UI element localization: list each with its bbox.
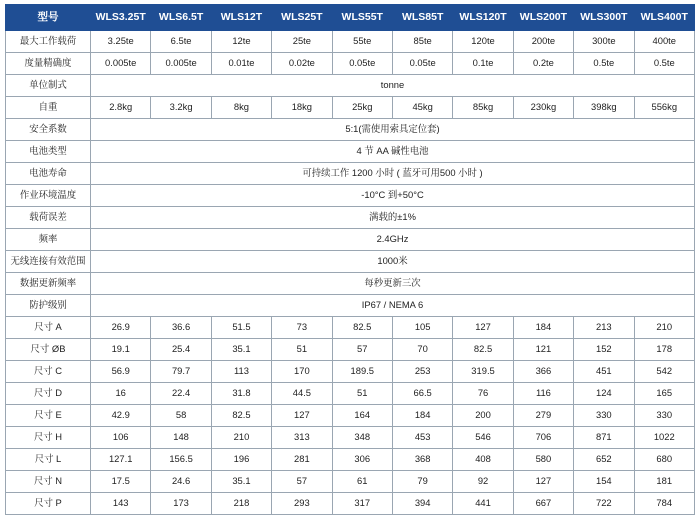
table-cell: 330	[574, 405, 634, 427]
table-cell: 113	[211, 361, 271, 383]
row-label: 载荷误差	[6, 207, 91, 229]
table-cell: 82.5	[453, 339, 513, 361]
table-row	[6, 295, 695, 317]
table-cell: 293	[272, 493, 332, 515]
table-row	[6, 141, 695, 163]
table-row	[6, 251, 695, 273]
table-cell: 121	[513, 339, 573, 361]
table-cell: 441	[453, 493, 513, 515]
column-header-wls200t: WLS200T	[513, 5, 573, 31]
table-header	[6, 5, 695, 31]
table-row	[6, 449, 695, 471]
row-label: 无线连接有效范围	[6, 251, 91, 273]
row-label: 自重	[6, 97, 91, 119]
table-cell: 210	[211, 427, 271, 449]
table-cell: 1022	[634, 427, 694, 449]
row-label: 尺寸 H	[6, 427, 91, 449]
row-label: 电池寿命	[6, 163, 91, 185]
row-value-merged: 4 节 AA 碱性电池	[91, 141, 695, 163]
table-cell: 652	[574, 449, 634, 471]
table-cell: 667	[513, 493, 573, 515]
table-cell: 120te	[453, 31, 513, 53]
table-cell: 400te	[634, 31, 694, 53]
table-row	[6, 53, 695, 75]
table-cell: 18kg	[272, 97, 332, 119]
table-cell: 398kg	[574, 97, 634, 119]
table-cell: 51	[272, 339, 332, 361]
table-cell: 784	[634, 493, 694, 515]
row-label: 尺寸 ØB	[6, 339, 91, 361]
table-cell: 55te	[332, 31, 392, 53]
table-cell: 143	[91, 493, 151, 515]
table-cell: 164	[332, 405, 392, 427]
table-cell: 313	[272, 427, 332, 449]
table-row	[6, 427, 695, 449]
table-row	[6, 31, 695, 53]
table-row	[6, 207, 695, 229]
table-cell: 35.1	[211, 339, 271, 361]
table-cell: 706	[513, 427, 573, 449]
table-row	[6, 119, 695, 141]
table-row	[6, 493, 695, 515]
table-cell: 0.1te	[453, 53, 513, 75]
row-label: 尺寸 D	[6, 383, 91, 405]
row-label: 最大工作载荷	[6, 31, 91, 53]
table-cell: 127	[272, 405, 332, 427]
table-cell: 6.5te	[151, 31, 211, 53]
row-value-merged: tonne	[91, 75, 695, 97]
table-cell: 31.8	[211, 383, 271, 405]
table-row	[6, 361, 695, 383]
table-cell: 230kg	[513, 97, 573, 119]
table-cell: 0.005te	[151, 53, 211, 75]
column-header-wls3-25t: WLS3.25T	[91, 5, 151, 31]
table-cell: 127	[513, 471, 573, 493]
table-cell: 0.5te	[634, 53, 694, 75]
row-label: 作业环境温度	[6, 185, 91, 207]
row-label: 尺寸 L	[6, 449, 91, 471]
table-cell: 348	[332, 427, 392, 449]
table-cell: 0.05te	[392, 53, 452, 75]
table-cell: 85te	[392, 31, 452, 53]
row-label: 安全系数	[6, 119, 91, 141]
table-cell: 25.4	[151, 339, 211, 361]
table-row	[6, 273, 695, 295]
table-cell: 35.1	[211, 471, 271, 493]
row-label: 电池类型	[6, 141, 91, 163]
table-cell: 722	[574, 493, 634, 515]
table-cell: 189.5	[332, 361, 392, 383]
table-header-row	[6, 5, 695, 31]
row-label: 防护级别	[6, 295, 91, 317]
table-cell: 124	[574, 383, 634, 405]
table-row	[6, 163, 695, 185]
table-row	[6, 229, 695, 251]
table-body	[6, 31, 695, 515]
table-cell: 92	[453, 471, 513, 493]
table-cell: 0.05te	[332, 53, 392, 75]
table-cell: 26.9	[91, 317, 151, 339]
table-cell: 56.9	[91, 361, 151, 383]
table-cell: 196	[211, 449, 271, 471]
table-cell: 394	[392, 493, 452, 515]
row-label: 度量精确度	[6, 53, 91, 75]
table-row	[6, 97, 695, 119]
row-value-merged: -10°C 到+50°C	[91, 185, 695, 207]
table-cell: 42.9	[91, 405, 151, 427]
table-cell: 24.6	[151, 471, 211, 493]
table-row	[6, 185, 695, 207]
table-cell: 73	[272, 317, 332, 339]
table-cell: 66.5	[392, 383, 452, 405]
table-cell: 408	[453, 449, 513, 471]
table-cell: 3.2kg	[151, 97, 211, 119]
table-cell: 16	[91, 383, 151, 405]
table-cell: 170	[272, 361, 332, 383]
table-cell: 0.2te	[513, 53, 573, 75]
table-cell: 556kg	[634, 97, 694, 119]
table-cell: 51	[332, 383, 392, 405]
row-value-merged: 1000米	[91, 251, 695, 273]
table-cell: 680	[634, 449, 694, 471]
column-header-wls55t: WLS55T	[332, 5, 392, 31]
row-value-merged: 满载的±1%	[91, 207, 695, 229]
table-cell: 184	[513, 317, 573, 339]
table-cell: 51.5	[211, 317, 271, 339]
column-header-wls400t: WLS400T	[634, 5, 694, 31]
column-header-wls12t: WLS12T	[211, 5, 271, 31]
table-cell: 580	[513, 449, 573, 471]
row-label: 尺寸 P	[6, 493, 91, 515]
table-cell: 2.8kg	[91, 97, 151, 119]
table-cell: 184	[392, 405, 452, 427]
table-cell: 79	[392, 471, 452, 493]
table-cell: 218	[211, 493, 271, 515]
column-header-wls300t: WLS300T	[574, 5, 634, 31]
table-row	[6, 75, 695, 97]
table-cell: 44.5	[272, 383, 332, 405]
row-value-merged: IP67 / NEMA 6	[91, 295, 695, 317]
table-cell: 453	[392, 427, 452, 449]
row-value-merged: 每秒更新三次	[91, 273, 695, 295]
row-value-merged: 可持续工作 1200 小时 ( 蓝牙可用500 小时 )	[91, 163, 695, 185]
table-row	[6, 339, 695, 361]
table-cell: 79.7	[151, 361, 211, 383]
table-cell: 76	[453, 383, 513, 405]
table-cell: 200	[453, 405, 513, 427]
table-cell: 127.1	[91, 449, 151, 471]
table-cell: 85kg	[453, 97, 513, 119]
table-cell: 105	[392, 317, 452, 339]
table-cell: 8kg	[211, 97, 271, 119]
table-cell: 200te	[513, 31, 573, 53]
table-cell: 25kg	[332, 97, 392, 119]
table-row	[6, 405, 695, 427]
table-row	[6, 317, 695, 339]
row-label: 数据更新频率	[6, 273, 91, 295]
table-cell: 366	[513, 361, 573, 383]
table-cell: 12te	[211, 31, 271, 53]
row-label: 频率	[6, 229, 91, 251]
column-header-wls25t: WLS25T	[272, 5, 332, 31]
table-cell: 58	[151, 405, 211, 427]
table-cell: 451	[574, 361, 634, 383]
row-value-merged: 5:1(需使用索具定位套)	[91, 119, 695, 141]
table-cell: 253	[392, 361, 452, 383]
table-cell: 61	[332, 471, 392, 493]
column-header-model: 型号	[6, 5, 91, 31]
table-cell: 3.25te	[91, 31, 151, 53]
column-header-wls6-5t: WLS6.5T	[151, 5, 211, 31]
table-cell: 317	[332, 493, 392, 515]
column-header-wls120t: WLS120T	[453, 5, 513, 31]
table-cell: 165	[634, 383, 694, 405]
table-cell: 57	[332, 339, 392, 361]
table-cell: 546	[453, 427, 513, 449]
table-cell: 70	[392, 339, 452, 361]
column-header-wls85t: WLS85T	[392, 5, 452, 31]
table-cell: 542	[634, 361, 694, 383]
row-label: 尺寸 C	[6, 361, 91, 383]
table-cell: 300te	[574, 31, 634, 53]
table-cell: 306	[332, 449, 392, 471]
table-cell: 0.5te	[574, 53, 634, 75]
table-cell: 106	[91, 427, 151, 449]
table-cell: 319.5	[453, 361, 513, 383]
row-label: 尺寸 A	[6, 317, 91, 339]
table-cell: 45kg	[392, 97, 452, 119]
table-cell: 281	[272, 449, 332, 471]
table-cell: 17.5	[91, 471, 151, 493]
specification-table	[5, 4, 695, 515]
table-cell: 368	[392, 449, 452, 471]
table-cell: 213	[574, 317, 634, 339]
table-cell: 154	[574, 471, 634, 493]
table-cell: 25te	[272, 31, 332, 53]
table-cell: 22.4	[151, 383, 211, 405]
table-cell: 152	[574, 339, 634, 361]
table-cell: 330	[634, 405, 694, 427]
table-cell: 173	[151, 493, 211, 515]
table-cell: 871	[574, 427, 634, 449]
table-row	[6, 471, 695, 493]
table-cell: 148	[151, 427, 211, 449]
table-cell: 82.5	[332, 317, 392, 339]
table-cell: 156.5	[151, 449, 211, 471]
table-cell: 0.02te	[272, 53, 332, 75]
table-cell: 82.5	[211, 405, 271, 427]
table-cell: 127	[453, 317, 513, 339]
row-value-merged: 2.4GHz	[91, 229, 695, 251]
row-label: 尺寸 N	[6, 471, 91, 493]
table-cell: 210	[634, 317, 694, 339]
table-row	[6, 383, 695, 405]
row-label: 尺寸 E	[6, 405, 91, 427]
table-cell: 116	[513, 383, 573, 405]
table-cell: 279	[513, 405, 573, 427]
table-cell: 181	[634, 471, 694, 493]
table-cell: 57	[272, 471, 332, 493]
table-cell: 36.6	[151, 317, 211, 339]
table-cell: 0.005te	[91, 53, 151, 75]
table-cell: 0.01te	[211, 53, 271, 75]
row-label: 单位制式	[6, 75, 91, 97]
table-cell: 19.1	[91, 339, 151, 361]
table-cell: 178	[634, 339, 694, 361]
